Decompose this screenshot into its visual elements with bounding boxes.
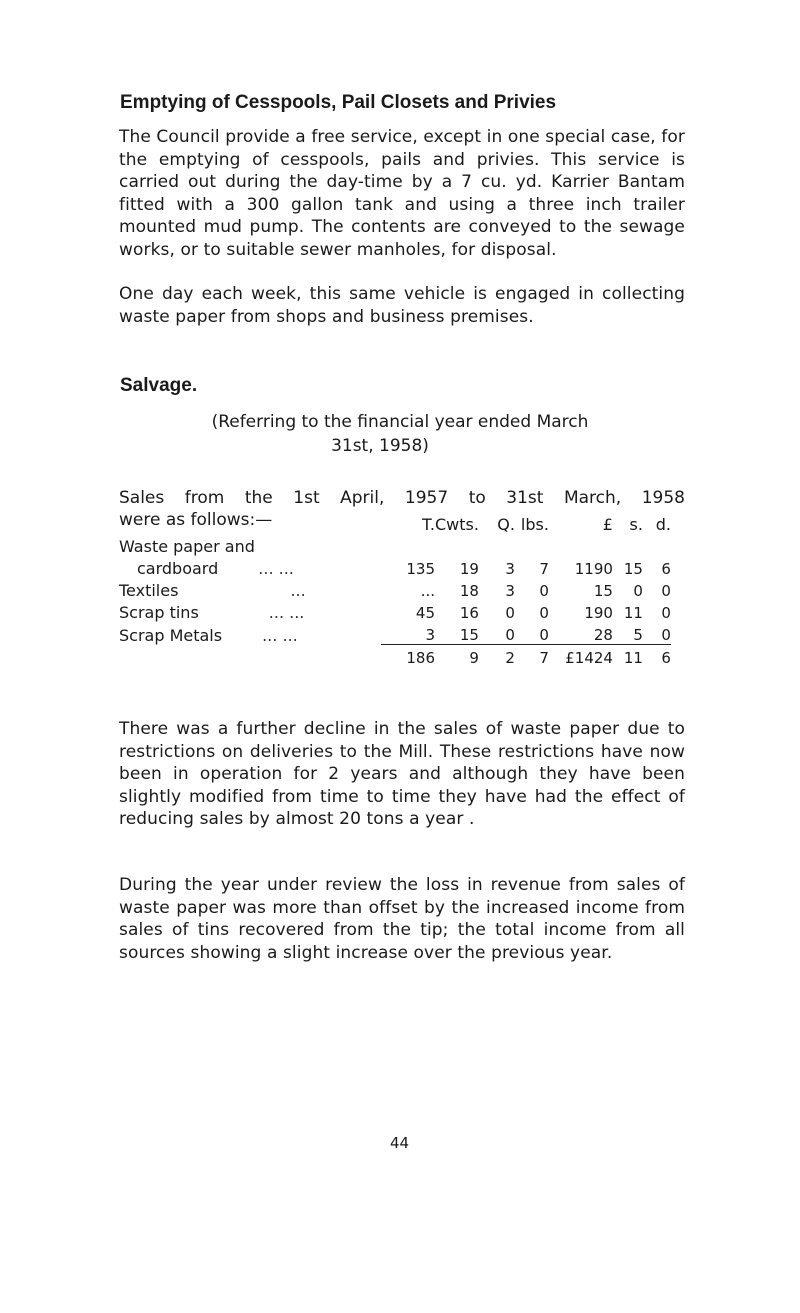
total-cwts: 9 [435,645,479,668]
cell-quarters: 3 [505,560,515,578]
section-heading-salvage: Salvage. [120,375,198,396]
cell-shillings: 5 [633,626,643,644]
cell-cwts: 19 [459,560,479,578]
total-tons: 186 [381,645,435,668]
cell-shillings: 0 [633,582,643,600]
intro-word: 1957 [404,488,449,508]
intro-word: from [184,488,225,508]
paragraph-waste-paper-decline: There was a further decline in the sales of waste paper due to restrictions on deliveries to the Mill. These restrictions have now been in operation for 2 years and although they have been slightly modified from time to time they have had the effect of reducing sales by almost 20 tons a year . [119,719,685,830]
cell-pence: 0 [661,626,671,644]
intro-word: April, [340,488,385,508]
cell-lbs: 0 [539,604,549,622]
intro-word: 1st [293,488,320,508]
table-row [119,600,671,622]
cell-tons: 45 [415,604,435,622]
leader-dots: ... [290,581,306,600]
header-shillings: s. [629,515,643,534]
cell-pounds: 190 [584,604,613,622]
table-row-label-continuation [119,534,671,556]
table-total-row [119,645,671,668]
cell-quarters: 3 [505,582,515,600]
sales-intro-line2: were as follows:— [119,510,273,530]
cell-pence: 6 [661,560,671,578]
leader-dots: ... ... [268,603,305,622]
cell-quarters: 0 [505,626,515,644]
row-label: Textiles [119,581,179,600]
table-row [119,578,671,600]
header-pounds: £ [602,515,613,534]
section-heading-cesspools: Emptying of Cesspools, Pail Closets and Privies [120,92,557,113]
row-label: cardboard [137,559,219,578]
cell-pounds: 1190 [574,560,613,578]
header-tons: T. [422,515,435,534]
cell-lbs: 0 [539,582,549,600]
intro-word: Sales [119,488,165,508]
cell-pounds: 28 [593,626,613,644]
cell-shillings: 11 [623,604,643,622]
cell-pence: 0 [661,604,671,622]
header-lbs: lbs. [520,515,549,534]
total-pence: 6 [643,645,671,668]
intro-word: 31st [506,488,544,508]
cell-lbs: 7 [539,560,549,578]
header-cwts: Cwts. [435,515,479,534]
cell-quarters: 0 [505,604,515,622]
table-header-row [119,512,671,534]
cell-pence: 0 [661,582,671,600]
cell-tons: 135 [406,560,435,578]
paragraph-revenue-review: During the year under review the loss in revenue from sales of waste paper was more than offset by the increased income from sales of tins recovered from the tip; the total income from all sources showing a slight increase over the previous year. [119,875,685,963]
salvage-subtitle-line2: 31st, 1958) [331,436,429,456]
intro-word: 1958 [641,488,685,508]
row-label-line1: Waste paper and [119,537,255,556]
cell-cwts: 15 [459,626,479,644]
paragraph-waste-paper-collection: One day each week, this same vehicle is engaged in collecting waste paper from shops and business premises. [119,284,685,327]
cell-tons: 3 [425,626,435,644]
salvage-sales-table [119,512,671,667]
cell-shillings: 15 [623,560,643,578]
intro-word: the [244,488,273,508]
total-pounds: £1424 [549,645,613,668]
table-row [119,622,671,645]
cell-pounds: 15 [593,582,613,600]
salvage-subtitle-line1: (Referring to the financial year ended March [211,412,589,432]
table-row [119,556,671,578]
paragraph-service: The Council provide a free service, except in one special case, for the emptying of cesspools, pails and privies. This service is carried out during the day-time by a 7 cu. yd. Karrier Bantam fitted with a 300 gallon tank and using a three inch trailer mounted mud pump. The contents are conveyed to the sewage works, or to suitable sewer manholes, for disposal. [119,127,685,260]
cell-tons: ... [420,582,435,600]
row-label: Scrap tins [119,603,199,622]
intro-word: to [468,488,486,508]
cell-lbs: 0 [539,626,549,644]
leader-dots: ... ... [262,625,298,645]
header-quarters: Q. [497,515,515,534]
cell-cwts: 18 [459,582,479,600]
header-pence: d. [655,515,671,534]
leader-dots: ... ... [258,559,294,578]
cell-cwts: 16 [459,604,479,622]
intro-word: March, [563,488,622,508]
page-number: 44 [390,1134,410,1152]
total-shillings: 11 [613,645,643,668]
total-lbs: 7 [515,645,549,668]
row-label: Scrap Metals [119,625,223,645]
sales-intro-line1 [119,487,685,509]
total-quarters: 2 [479,645,515,668]
